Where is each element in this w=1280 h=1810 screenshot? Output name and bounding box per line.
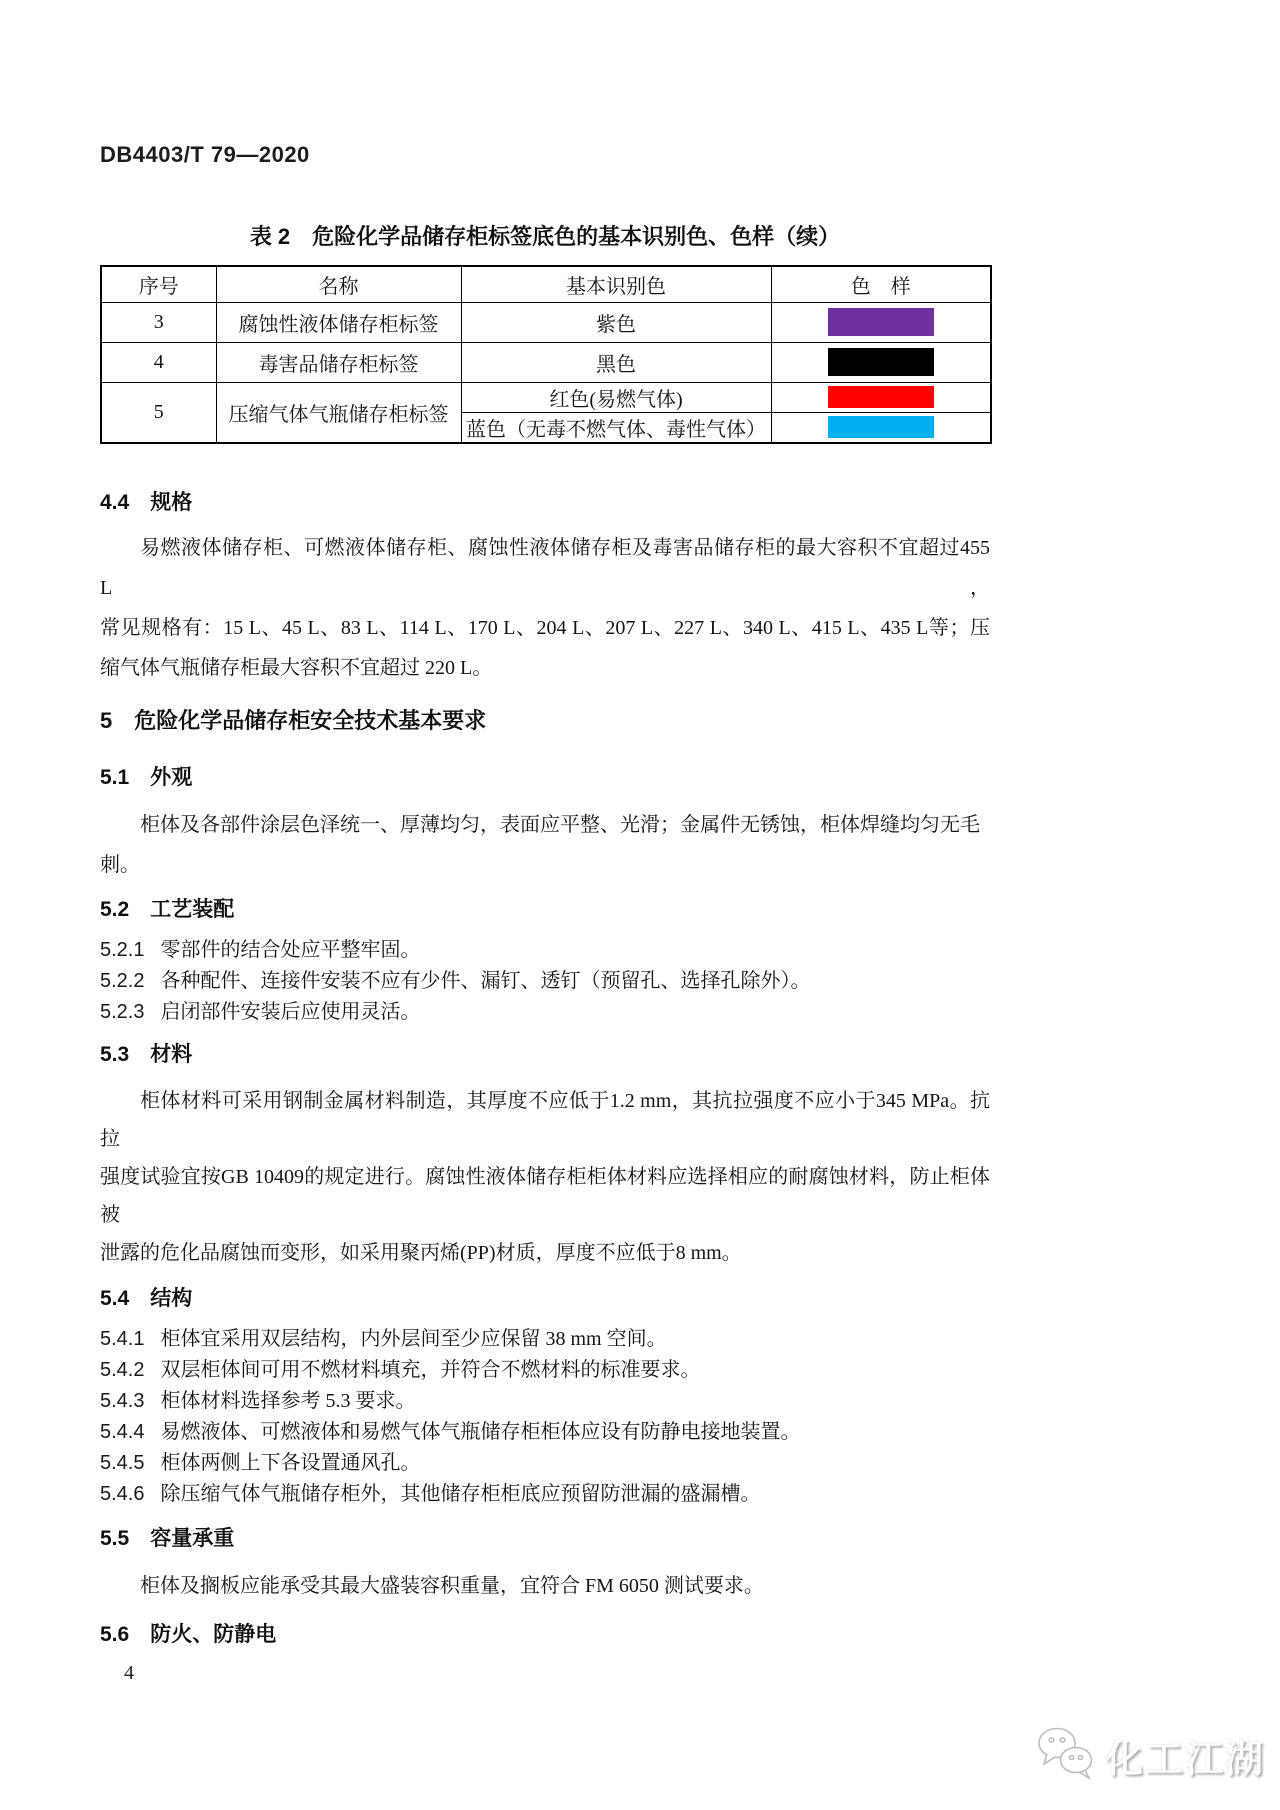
color-name-cell: 紫色 [461, 302, 771, 342]
section-heading-5-3: 5.3 材料 [100, 1042, 193, 1066]
clause-text: 双层柜体间可用不燃材料填充，并符合不燃材料的标准要求。 [160, 1358, 701, 1381]
section-heading-5-6: 5.6 防火、防静电 [100, 1622, 277, 1646]
clause-list-5-4 [100, 1324, 1005, 1510]
clause-number: 5.4.1 [100, 1327, 145, 1350]
paragraph-4-4 [100, 528, 990, 688]
clause-text: 柜体材料选择参考 5.3 要求。 [160, 1389, 416, 1412]
swatch-cell [771, 382, 991, 412]
clause-row [100, 935, 1005, 966]
section-heading-5-5: 5.5 容量承重 [100, 1526, 235, 1550]
watermark-text: 化工江湖 [1105, 1738, 1266, 1781]
column-header-name: 名称 [216, 266, 461, 302]
clause-row [100, 1417, 1005, 1448]
table-row [101, 382, 991, 412]
paragraph-line: 易燃液体储存柜、可燃液体储存柜、腐蚀性液体储存柜及毒害品储存柜的最大容积不宜超过455 L， [100, 536, 990, 599]
clause-text: 易燃液体、可燃液体和易燃气体气瓶储存柜柜体应设有防静电接地装置。 [160, 1420, 801, 1443]
paragraph-5-3 [100, 1082, 990, 1272]
paragraph-line: 泄露的危化品腐蚀而变形，如采用聚丙烯(PP)材质，厚度不应低于8 mm。 [100, 1241, 742, 1264]
section-heading-5-2: 5.2 工艺装配 [100, 897, 235, 921]
page-content [100, 0, 1005, 1685]
paragraph-line: 常见规格有：15 L、45 L、83 L、114 L、170 L、204 L、207 L、227 L、340 L、415 L、435 L等；压 [100, 616, 990, 639]
paragraph-5-1: 柜体及各部件涂层色泽统一、厚薄均匀，表面应平整、光滑；金属件无锈蚀，柜体焊缝均匀无毛刺。 [100, 813, 980, 876]
clause-row [100, 1386, 1005, 1417]
color-name-cell: 蓝色（无毒不燃气体、毒性气体） [461, 412, 771, 443]
clause-number: 5.4.2 [100, 1358, 145, 1381]
color-name-cell: 黑色 [461, 342, 771, 382]
color-name-cell: 红色(易燃气体) [461, 382, 771, 412]
table-header-row [101, 266, 991, 302]
clause-number: 5.2.3 [100, 1000, 145, 1023]
swatch-cell [771, 342, 991, 382]
column-header-sample: 色 样 [771, 266, 991, 302]
seq-cell: 3 [101, 302, 216, 342]
section-heading-5: 5 危险化学品储存柜安全技术基本要求 [100, 707, 487, 733]
paragraph-line: 柜体材料可采用钢制金属材料制造，其厚度不应低于1.2 mm，其抗拉强度不应小于345 MPa。抗拉 [100, 1089, 990, 1150]
clause-row [100, 1324, 1005, 1355]
clause-text: 各种配件、连接件安装不应有少件、漏钉、透钉（预留孔、选择孔除外）。 [160, 969, 811, 992]
page-number: 4 [124, 1661, 134, 1684]
clause-list-5-2 [100, 935, 1005, 1028]
seq-cell: 4 [101, 342, 216, 382]
color-swatch-red [828, 386, 934, 408]
table-row [101, 342, 991, 382]
paragraph-line: 强度试验宜按GB 10409的规定进行。腐蚀性液体储存柜柜体材料应选择相应的耐腐蚀材料，防止柜体被 [100, 1165, 990, 1226]
paragraph-5-5: 柜体及搁板应能承受其最大盛装容积重量，宜符合 FM 6050 测试要求。 [140, 1574, 764, 1597]
standard-number: DB4403/T 79—2020 [100, 142, 310, 167]
clause-text: 零部件的结合处应平整牢固。 [160, 938, 421, 961]
color-swatch-black [828, 348, 934, 376]
name-cell: 压缩气体气瓶储存柜标签 [216, 382, 461, 443]
table-row [101, 302, 991, 342]
swatch-cell [771, 412, 991, 443]
clause-number: 5.4.5 [100, 1451, 145, 1474]
seq-cell: 5 [101, 382, 216, 443]
clause-number: 5.4.4 [100, 1420, 145, 1443]
name-cell: 腐蚀性液体储存柜标签 [216, 302, 461, 342]
clause-row [100, 966, 1005, 997]
paragraph-line: 缩气体气瓶储存柜最大容积不宜超过 220 L。 [100, 656, 493, 679]
section-heading-5-4: 5.4 结构 [100, 1286, 193, 1310]
wechat-icon [1035, 1724, 1097, 1787]
clause-number: 5.4.6 [100, 1482, 145, 1505]
clause-row [100, 1448, 1005, 1479]
clause-number: 5.4.3 [100, 1389, 145, 1412]
watermark [1035, 1720, 1265, 1790]
clause-row [100, 1479, 1005, 1510]
color-spec-table [100, 265, 992, 444]
clause-text: 启闭部件安装后应使用灵活。 [160, 1000, 421, 1023]
color-swatch-purple [828, 308, 934, 336]
table-caption: 表 2 危险化学品储存柜标签底色的基本识别色、色样（续） [249, 224, 841, 249]
clause-text: 柜体两侧上下各设置通风孔。 [160, 1451, 421, 1474]
swatch-cell [771, 302, 991, 342]
name-cell: 毒害品储存柜标签 [216, 342, 461, 382]
clause-number: 5.2.2 [100, 969, 145, 992]
clause-row [100, 997, 1005, 1028]
clause-number: 5.2.1 [100, 938, 145, 961]
clause-text: 除压缩气体气瓶储存柜外，其他储存柜柜底应预留防泄漏的盛漏槽。 [160, 1482, 761, 1505]
color-swatch-blue [828, 416, 934, 438]
clause-text: 柜体宜采用双层结构，内外层间至少应保留 38 mm 空间。 [160, 1327, 667, 1350]
section-heading-5-1: 5.1 外观 [100, 765, 193, 789]
column-header-seq: 序号 [101, 266, 216, 302]
clause-row [100, 1355, 1005, 1386]
section-heading-4-4: 4.4 规格 [100, 490, 193, 514]
column-header-basic-color: 基本识别色 [461, 266, 771, 302]
